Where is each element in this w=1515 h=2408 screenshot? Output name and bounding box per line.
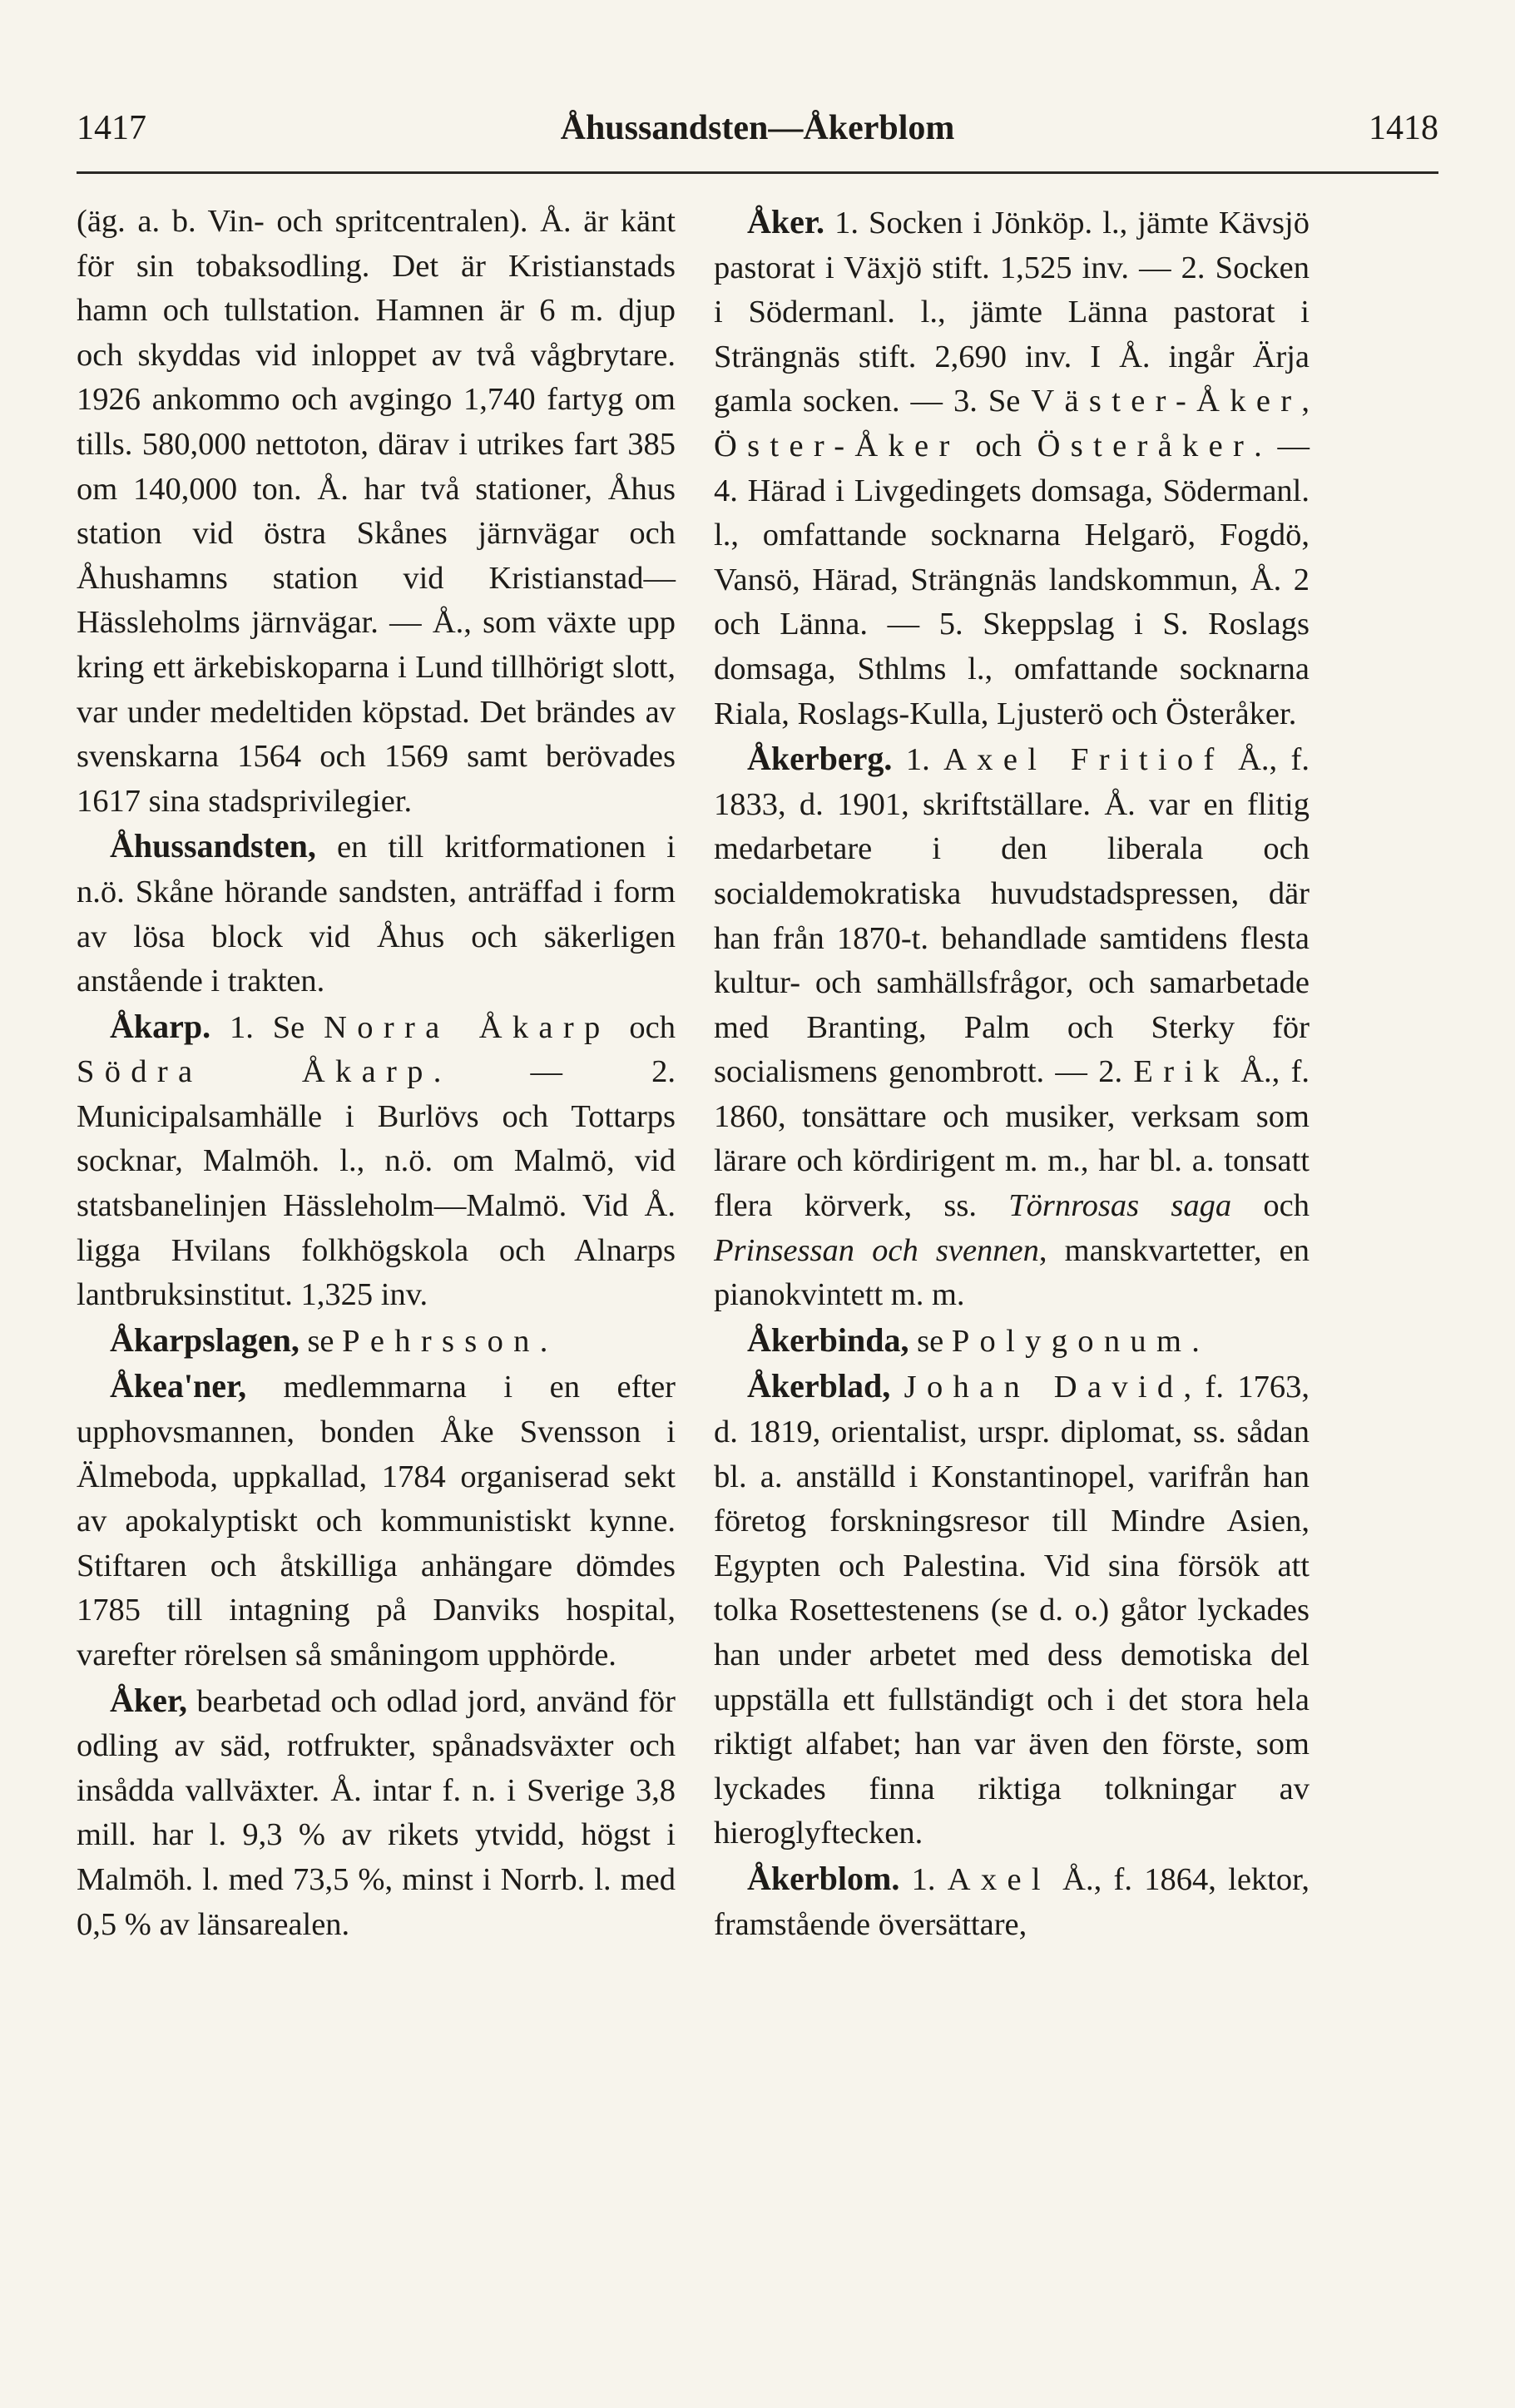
cross-reference: Polygonum <box>951 1323 1192 1359</box>
entry-akerberg: Åkerberg. 1. Axel Fritiof Å., f. 1833, d. 1901, skriftställare. Å. var en flitig medarbetare i den liberala och socialdemokratiska huvudstadspressen, där han från 1870-t. behandlade samtidens flesta kultur- och samhällsfrågor, och samarbetade med Branting, Palm och Sterky för socialismens genombrott. — 2. Erik Å., f. 1860, tonsättare och musiker, verksam som lärare och kördirigent m. m., har bl. a. tonsatt flera körverk, ss. Törnrosas saga och Prinsessan och svennen, manskvartetter, en pianokvintett m. m. <box>714 740 1310 1313</box>
entry-akerblad: Åkerblad, Johan David, f. 1763, d. 1819, orientalist, urspr. diplomat, ss. sådan bl. a. anställd i Konstantinopel, varifrån han företog forskningsresor till Mindre Asien, Egypten och Palestina. Vid sina försök att tolka Rosettestenens (se d. o.) gåtor lyckades han under arbetet med dess demotiska del uppställa ett fullständigt och i det stora hela riktigt alfabet; han var även den förste, som lyckades finna riktiga tolkningar av hieroglyftecken. <box>714 1367 1310 1851</box>
cross-reference: Norra Åkarp <box>324 1009 611 1045</box>
entry-ahus-continued: (äg. a. b. Vin- och spritcentralen). Å. är känt för sin tobaksodling. Det är Kristianstads hamn och tullstation. Hamnen är 6 m. djup och skyddas vid inloppet av två vågbrytare. 1926 ankommo och avgingo 1,740 fartyg om tills. 580,000 nettoton, därav i utrikes fart 385 om 140,000 ton. Å. har två stationer, Åhus station vid östra Skånes järnvägar och Åhushamns station vid Kristianstad—Hässleholms järnvägar. — Å., som växte upp kring ett ärkebiskoparna i Lund tillhörigt slott, var under medeltiden köpstad. Det brändes av svenskarna 1564 och 1569 samt berövades 1617 sina stadsprivilegier. <box>77 204 676 819</box>
work-title: Prinsessan och svennen <box>714 1232 1039 1268</box>
headword: Åker, <box>110 1681 187 1719</box>
work-title: Törnrosas saga <box>1008 1188 1232 1224</box>
person-name: Axel <box>947 1861 1051 1897</box>
entry-akarpslagen: Åkarpslagen, se Pehrsson. <box>110 1320 548 1359</box>
entry-akerblom: Åkerblom. 1. Axel Å., f. 1864, lektor, framstående översättare, <box>714 1859 1310 1942</box>
headword: Åkerberg. <box>747 740 893 778</box>
running-title: Åhussandsten—Åkerblom <box>560 109 955 147</box>
person-name: Erik <box>1133 1054 1230 1090</box>
entry-aker-field: Åker, bearbetad och odlad jord, använd för odling av säd, rotfrukter, spånadsväxter och insådda vallväxter. Å. intar f. n. i Sverige 3,8 mill. har l. 9,3 % av rikets ytvidd, högst i Malmöh. l. med 73,5 %, minst i Norrb. l. med 0,5 % av länsarealen. <box>77 1681 676 1942</box>
headword: Åkea'ner, <box>110 1367 247 1405</box>
headword: Åkerblom. <box>747 1859 900 1897</box>
page-number-right: 1418 <box>1369 109 1438 147</box>
entry-akerbinda: Åkerbinda, se Polygonum. <box>747 1320 1200 1359</box>
headword: Åker. <box>747 203 824 240</box>
person-name: Axel Fritiof <box>943 742 1225 778</box>
header-rule <box>77 171 1438 174</box>
headword: Åkarp. <box>110 1007 211 1045</box>
headword: Åkarpslagen, <box>110 1320 300 1359</box>
entry-aker-places: Åker. 1. Socken i Jönköp. l., jämte Kävsjö pastorat i Växjö stift. 1,525 inv. — 2. Socken i Södermanl. l., jämte Länna pastorat i Strängnäs stift. 2,690 inv. I Å. ingår Ärja gamla socken. — 3. Se Väster-Åker, Öster-Åker och Österåker. — 4. Härad i Livgedingets domsaga, Södermanl. l., omfattande socknarna Helgarö, Fogdö, Vansö, Härad, Strängnäs landskommun, Å. 2 och Länna. — 5. Skeppslag i S. Roslags domsaga, Sthlms l., omfattande socknarna Riala, Roslags-Kulla, Ljusterö och Österåker. <box>714 203 1310 731</box>
headword: Åhussandsten, <box>110 827 316 865</box>
page-header <box>77 107 1438 173</box>
headword: Åkerbinda, <box>747 1320 909 1359</box>
right-column <box>714 200 1310 1947</box>
entry-akarp: Åkarp. 1. Se Norra Åkarp och Södra Åkarp. — 2. Municipalsamhälle i Burlövs och Tottarps socknar, Malmöh. l., n.ö. om Malmö, vid statsbanelinjen Hässleholm—Malmö. Vid Å. ligga Hvilans folkhögskola och Alnarps lantbruksinstitut. 1,325 inv. <box>77 1007 676 1313</box>
entry-ahussandsten: Åhussandsten, en till kritformationen i n.ö. Skåne hörande sandsten, anträffad i form av lösa block vid Åhus och säkerligen anstående i trakten. <box>77 827 676 999</box>
cross-reference: Pehrsson <box>342 1323 540 1359</box>
page-number-left: 1417 <box>77 109 146 147</box>
cross-reference: Väster-Åker <box>1031 384 1302 419</box>
left-column <box>77 200 676 1947</box>
person-name: Johan David <box>904 1370 1184 1405</box>
cross-reference: Södra Åkarp <box>77 1054 433 1090</box>
entry-akeaner: Åkea'ner, medlemmarna i en efter upphovsmannen, bonden Åke Svensson i Älmeboda, uppkallad, 1784 organiserad sekt av apokalyptiskt och kommunistiskt kynne. Stiftaren och åtskilliga anhängare dömdes 1785 till intagning på Danviks hospital, varefter rörelsen så småningom upphörde. <box>77 1367 676 1672</box>
headword: Åkerblad, <box>747 1367 891 1405</box>
cross-reference: Österåker <box>1037 428 1255 463</box>
cross-reference: Öster-Åker <box>714 428 960 463</box>
